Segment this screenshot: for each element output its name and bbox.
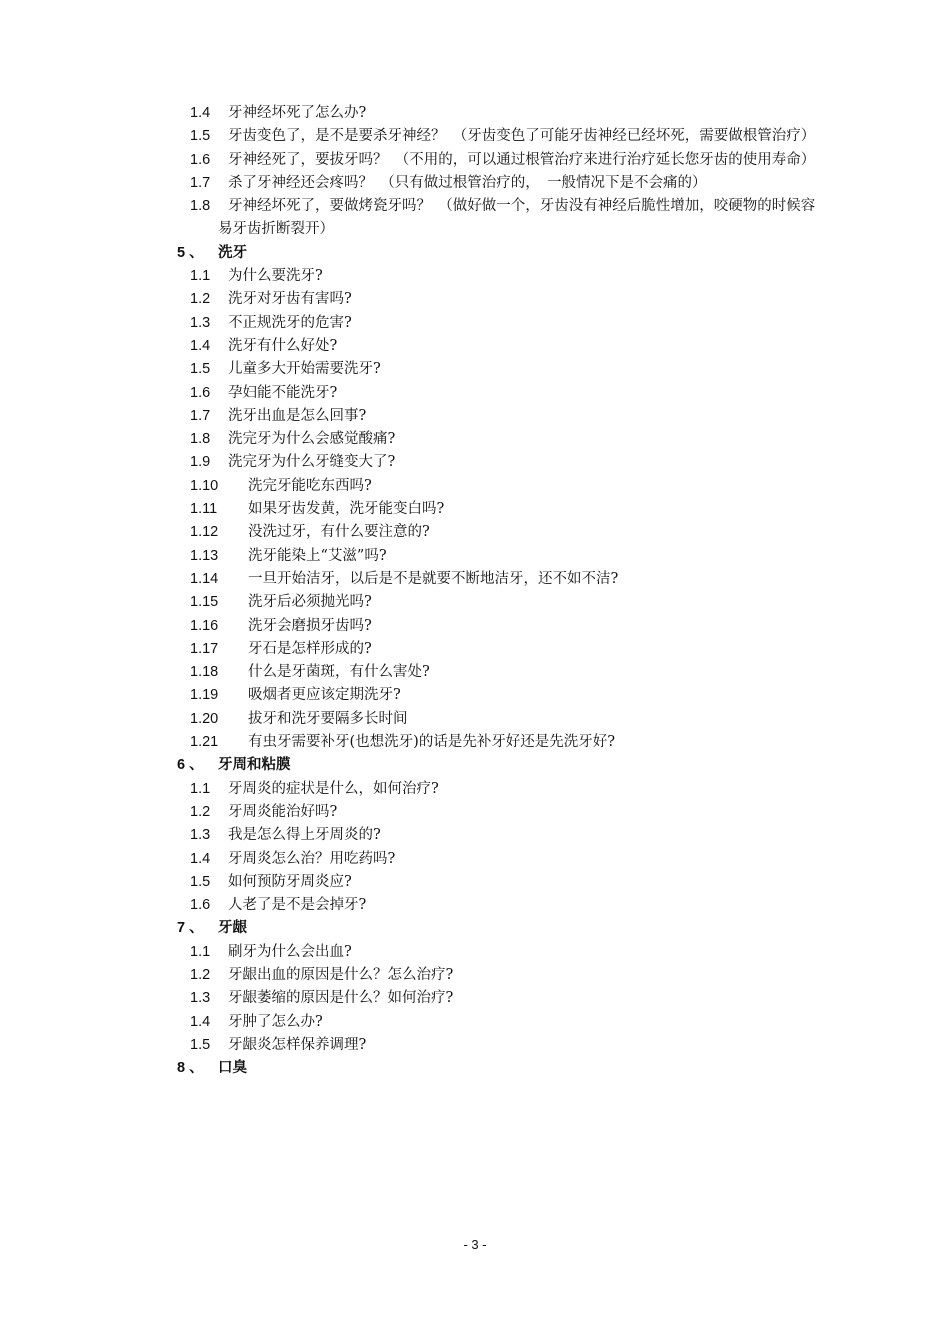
list-item xyxy=(0,358,950,381)
list-item xyxy=(0,1011,950,1034)
list-item xyxy=(0,382,950,405)
item-text: 为什么要洗牙? xyxy=(228,268,323,285)
item-text: 洗完牙能吃东西吗? xyxy=(248,477,372,494)
item-number: 1.18 xyxy=(190,664,219,681)
list-item xyxy=(0,1034,950,1057)
item-text: 洗完牙为什么牙缝变大了? xyxy=(228,454,396,471)
item-number: 1.21 xyxy=(190,734,219,751)
item-number: 1.1 xyxy=(190,780,211,797)
list-item xyxy=(0,102,950,125)
item-number: 1.7 xyxy=(190,174,211,191)
item-text: 洗完牙为什么会感觉酸痛? xyxy=(228,431,396,448)
list-item xyxy=(0,568,950,591)
item-number: 1.17 xyxy=(190,640,219,657)
list-item xyxy=(0,195,950,242)
list-item xyxy=(0,521,950,544)
item-text: 牙龈炎怎样保养调理? xyxy=(228,1036,367,1053)
list-item xyxy=(0,824,950,847)
list-item xyxy=(0,172,950,195)
item-number: 1.19 xyxy=(190,687,219,704)
list-item xyxy=(0,591,950,614)
item-number: 1.6 xyxy=(190,384,211,401)
list-item xyxy=(0,615,950,638)
section-title: 牙龈 xyxy=(218,920,247,937)
item-number: 1.6 xyxy=(190,897,211,914)
item-text: 牙神经坏死了怎么办? xyxy=(228,105,367,121)
section-heading xyxy=(0,1057,950,1080)
item-text: 洗牙出血是怎么回事? xyxy=(228,407,367,424)
list-item xyxy=(0,661,950,684)
section-title: 洗牙 xyxy=(218,244,247,261)
item-number: 1.1 xyxy=(190,943,211,960)
item-text: 吸烟者更应该定期洗牙? xyxy=(248,687,401,704)
item-number: 1.3 xyxy=(190,314,211,331)
list-item xyxy=(0,149,950,172)
item-text: 如果牙齿发黄，洗牙能变白吗? xyxy=(248,501,445,518)
section-number: 6 、 xyxy=(177,757,204,774)
section-title: 口臭 xyxy=(218,1060,247,1077)
list-item xyxy=(0,731,950,754)
item-number: 1.16 xyxy=(190,617,219,634)
section-number: 7 、 xyxy=(177,920,204,937)
item-number: 1.7 xyxy=(190,407,211,424)
item-text: 人老了是不是会掉牙? xyxy=(228,897,367,914)
item-text: 牙周炎的症状是什么，如何治疗? xyxy=(228,780,439,797)
list-item xyxy=(0,941,950,964)
item-number: 1.8 xyxy=(190,198,211,215)
item-number: 1.14 xyxy=(190,570,219,587)
item-number: 1.9 xyxy=(190,454,211,471)
item-text: 如何预防牙周炎应? xyxy=(228,873,352,890)
list-item xyxy=(0,778,950,801)
item-number: 1.5 xyxy=(190,873,211,890)
list-item xyxy=(0,335,950,358)
list-item xyxy=(0,848,950,871)
item-number: 1.4 xyxy=(190,337,211,354)
item-number: 1.3 xyxy=(190,990,211,1007)
item-number: 1.8 xyxy=(190,431,211,448)
section-heading xyxy=(0,917,950,940)
item-text: 牙神经坏死了，要做烤瓷牙吗？ （做好做一个，牙齿没有神经后脆性增加，咬硬物的时候容易牙齿折断裂开） xyxy=(218,198,816,238)
item-text: 一旦开始洁牙，以后是不是就要不断地洁牙，还不如不洁? xyxy=(248,570,619,587)
item-text: 牙周炎能治好吗? xyxy=(228,803,338,820)
item-number: 1.2 xyxy=(190,803,211,820)
list-item xyxy=(0,871,950,894)
item-text: 牙肿了怎么办? xyxy=(228,1013,323,1030)
item-text: 我是怎么得上牙周炎的? xyxy=(228,827,381,844)
list-item xyxy=(0,894,950,917)
item-number: 1.3 xyxy=(190,827,211,844)
item-number: 1.10 xyxy=(190,477,219,494)
item-number: 1.13 xyxy=(190,547,219,564)
item-text: 洗牙对牙齿有害吗? xyxy=(228,291,352,308)
item-number: 1.20 xyxy=(190,710,219,727)
list-item xyxy=(0,125,950,148)
item-number: 1.4 xyxy=(190,850,211,867)
list-item xyxy=(0,288,950,311)
item-text: 牙齿变色了，是不是要杀牙神经？ （牙齿变色了可能牙齿神经已经坏死，需要做根管治疗） xyxy=(228,128,816,145)
item-text: 孕妇能不能洗牙? xyxy=(228,384,338,401)
list-item xyxy=(0,684,950,707)
item-text: 牙龈萎缩的原因是什么？如何治疗? xyxy=(228,990,454,1007)
item-text: 儿童多大开始需要洗牙? xyxy=(228,361,381,378)
item-text: 牙神经死了，要拔牙吗？ （不用的，可以通过根管治疗来进行治疗延长您牙齿的使用寿命） xyxy=(228,151,816,168)
list-item xyxy=(0,545,950,568)
item-number: 1.5 xyxy=(190,361,211,378)
list-item xyxy=(0,801,950,824)
item-number: 1.4 xyxy=(190,1013,211,1030)
item-number: 1.5 xyxy=(190,128,211,145)
item-text: 没洗过牙，有什么要注意的? xyxy=(248,524,430,541)
item-text: 拔牙和洗牙要隔多长时间 xyxy=(248,710,408,727)
page-number: - 3 - xyxy=(463,1237,487,1252)
list-item xyxy=(0,987,950,1010)
item-text: 不正规洗牙的危害? xyxy=(228,314,352,331)
section-title: 牙周和粘膜 xyxy=(218,757,291,774)
item-number: 1.2 xyxy=(190,291,211,308)
item-number: 1.5 xyxy=(190,1036,211,1053)
item-text: 洗牙后必须抛光吗? xyxy=(248,594,372,611)
list-item xyxy=(0,265,950,288)
list-item xyxy=(0,405,950,428)
item-text: 牙周炎怎么治？用吃药吗? xyxy=(228,850,396,867)
item-text: 洗牙会磨损牙齿吗? xyxy=(248,617,372,634)
list-item xyxy=(0,964,950,987)
section-heading xyxy=(0,754,950,777)
section-number: 8 、 xyxy=(177,1060,204,1077)
item-text: 杀了牙神经还会疼吗？ （只有做过根管治疗的， 一般情况下是不会痛的） xyxy=(228,174,707,191)
item-text: 什么是牙菌斑，有什么害处? xyxy=(248,664,430,681)
list-item xyxy=(0,708,950,731)
list-item xyxy=(0,312,950,335)
list-item xyxy=(0,638,950,661)
list-item xyxy=(0,475,950,498)
item-text: 牙龈出血的原因是什么？怎么治疗? xyxy=(228,966,454,983)
list-item xyxy=(0,451,950,474)
item-text: 洗牙能染上“艾滋”吗? xyxy=(248,547,387,564)
item-text: 刷牙为什么会出血? xyxy=(228,943,352,960)
section-number: 5 、 xyxy=(177,244,204,261)
document-body xyxy=(0,102,950,1080)
item-text: 牙石是怎样形成的? xyxy=(248,640,372,657)
item-text: 洗牙有什么好处? xyxy=(228,337,338,354)
item-number: 1.15 xyxy=(190,594,219,611)
item-number: 1.2 xyxy=(190,966,211,983)
item-number: 1.1 xyxy=(190,268,211,285)
item-number: 1.6 xyxy=(190,151,211,168)
item-number: 1.4 xyxy=(190,105,211,121)
section-heading xyxy=(0,242,950,265)
item-number: 1.12 xyxy=(190,524,219,541)
list-item xyxy=(0,428,950,451)
item-number: 1.11 xyxy=(190,501,218,518)
item-text: 有虫牙需要补牙(也想洗牙)的话是先补牙好还是先洗牙好? xyxy=(248,734,616,751)
list-item xyxy=(0,498,950,521)
